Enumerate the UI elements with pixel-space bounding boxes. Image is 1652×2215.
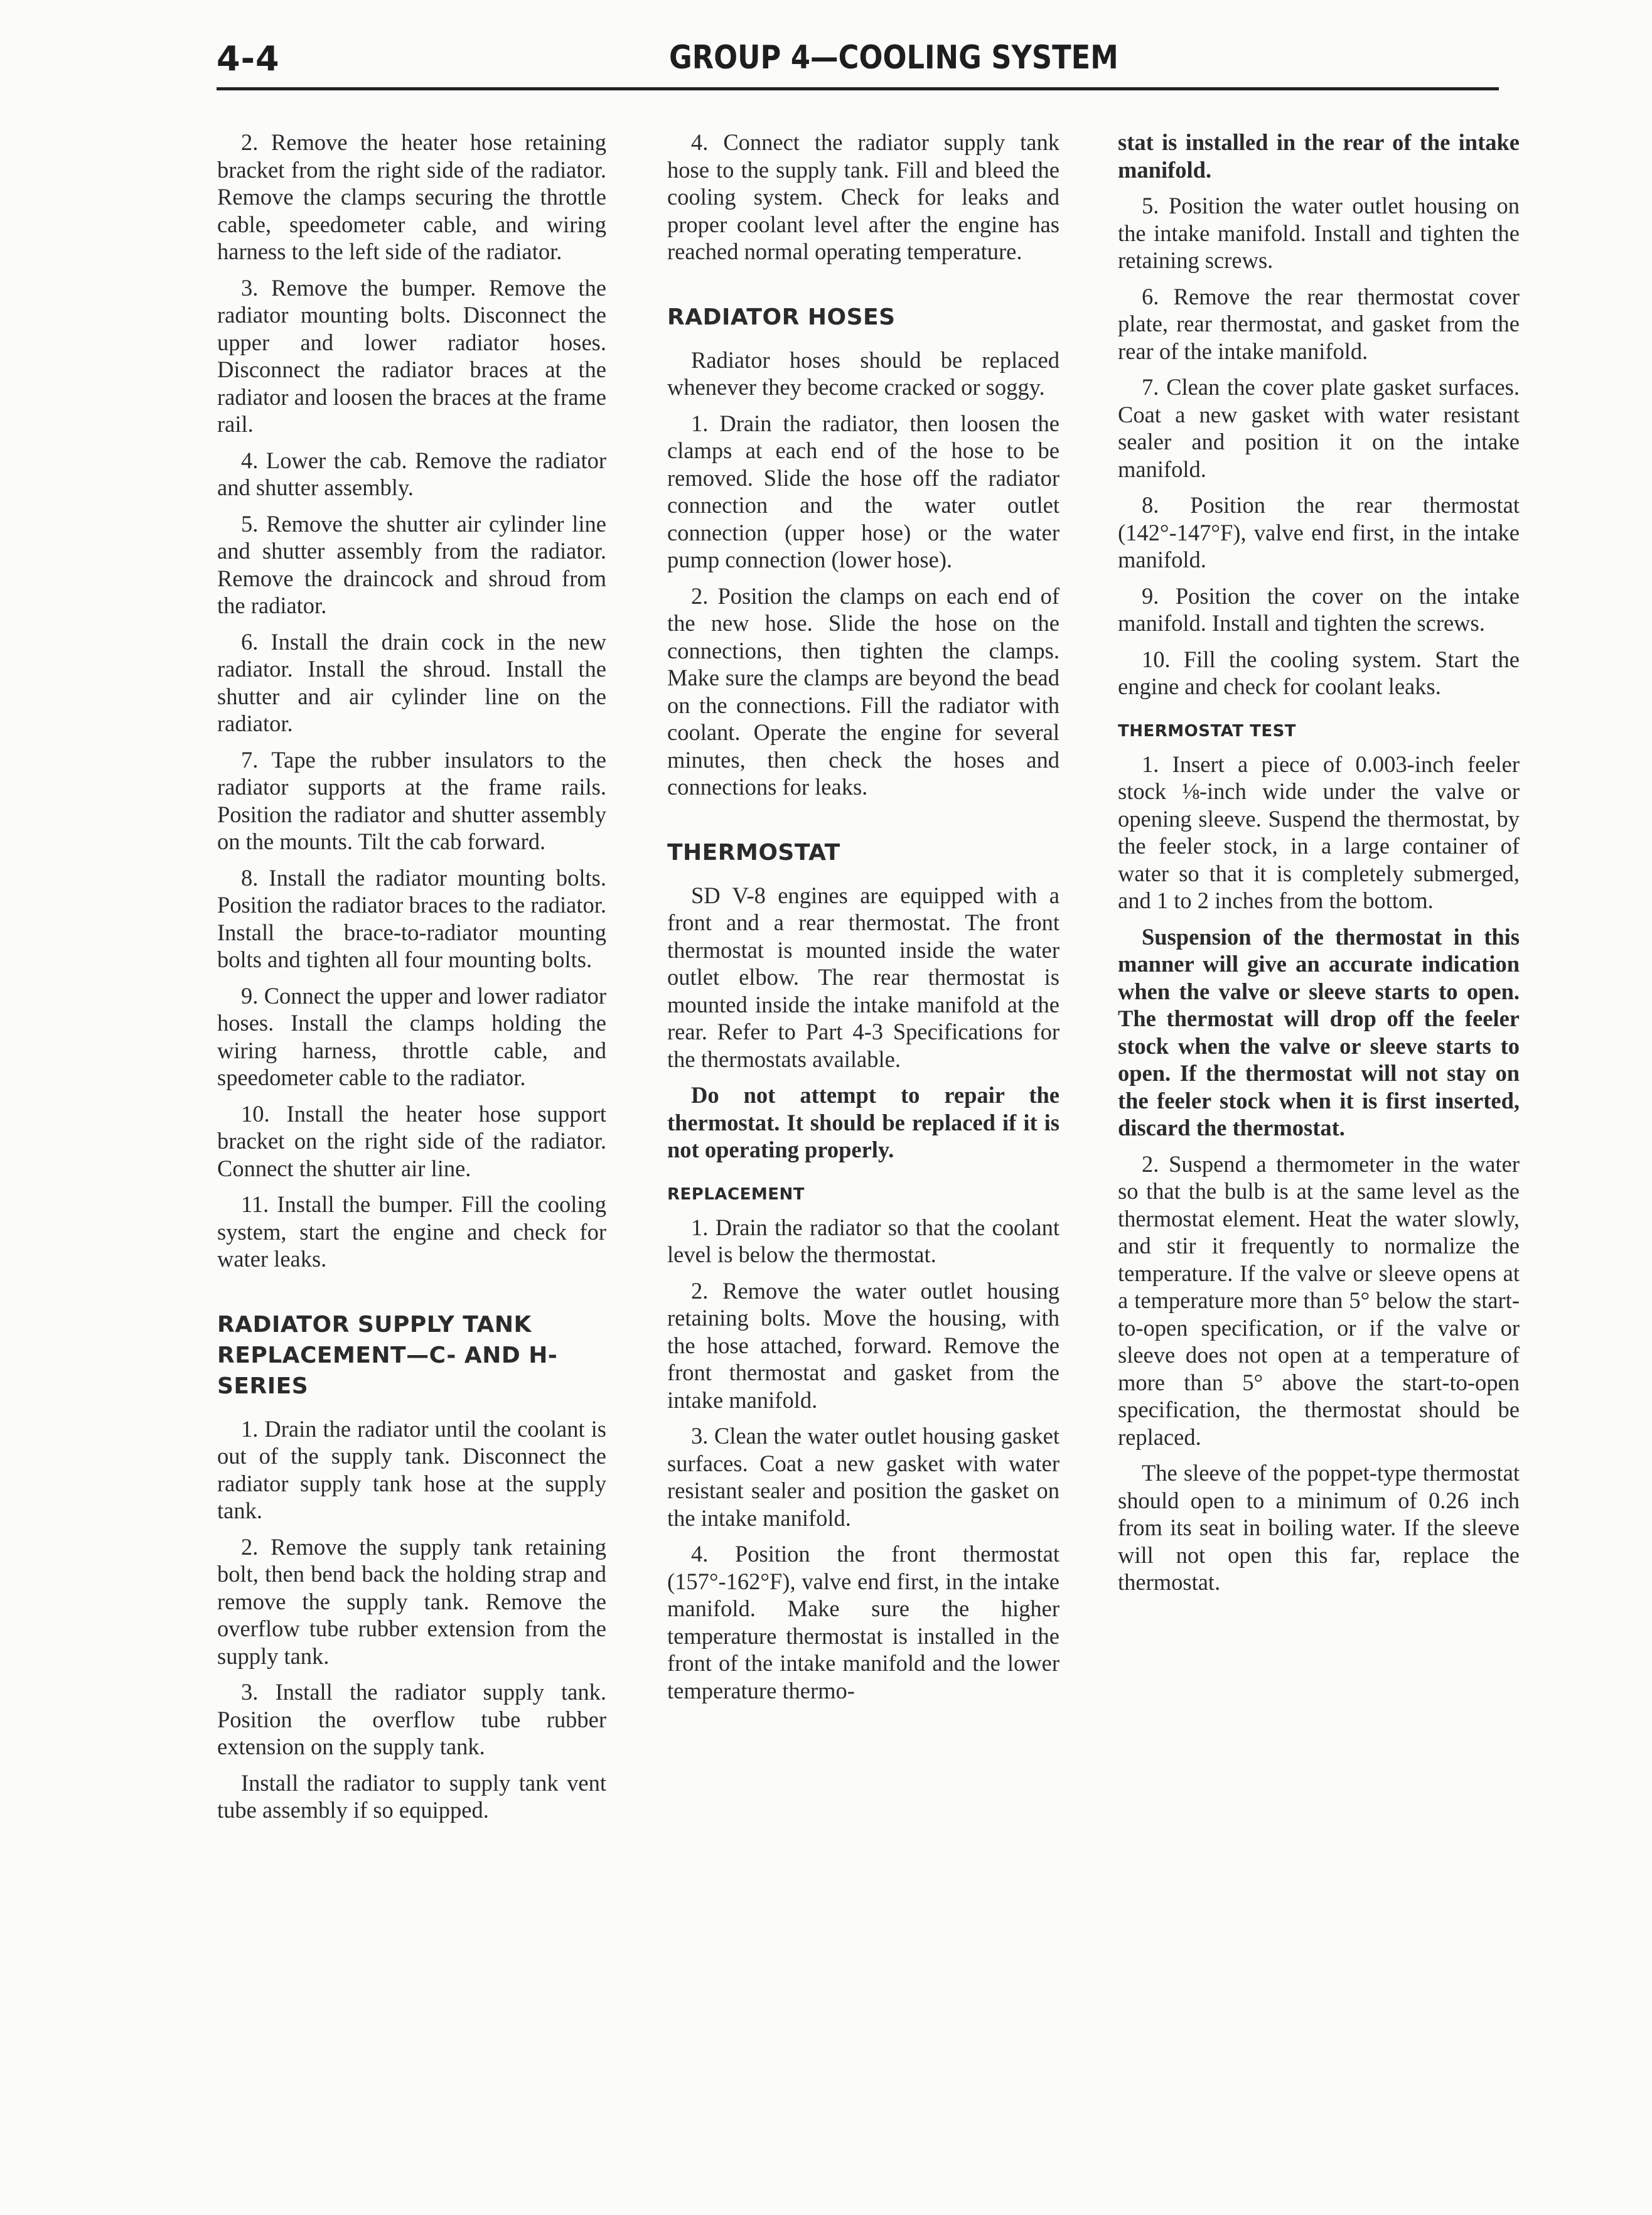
continued-paragraph: stat is installed in the rear of the intake manifold. (1118, 129, 1520, 183)
step-paragraph: 1. Drain the radiator so that the coolant level is below the thermostat. (667, 1214, 1059, 1267)
step-paragraph: 10. Install the heater hose support bracket on the right side of the radiator. Connect the shutter air line. (217, 1100, 606, 1181)
step-paragraph: 1. Drain the radiator until the coolant is out of the supply tank. Disconnect the radiator supply tank hose at the supply tank. (217, 1415, 606, 1523)
step-paragraph: 1. Insert a piece of 0.003-inch feeler stock ⅛-inch wide under the valve or opening sleeve. Suspend the thermostat, by the feeler stock, in a large container of water so that it is completely submerged, and 1 to 2 inches from the bottom. (1118, 751, 1520, 913)
step-paragraph: 11. Install the bumper. Fill the cooling system, start the engine and check for water leaks. (217, 1191, 606, 1272)
column-right (1118, 129, 1520, 1605)
warning-paragraph: Suspension of the thermostat in this manner will give an accurate indication when the valve or sleeve starts to open. The thermostat will drop off the feeler stock when the valve or sleeve starts to open. If the thermostat will not stay on the feeler stock when it is first inserted, discard the thermostat. (1118, 923, 1520, 1140)
step-paragraph: 7. Clean the cover plate gasket surfaces. Coat a new gasket with water resistant sealer and position it on the intake manifold. (1118, 374, 1520, 482)
step-paragraph: 2. Remove the supply tank retaining bolt, then bend back the holding strap and remove the supply tank. Remove the overflow tube rubber extension from the supply tank. (217, 1533, 606, 1669)
step-paragraph: 8. Install the radiator mounting bolts. Position the radiator braces to the radiator. Install the brace-to-radiator mounting bolts and tighten all four mounting bolts. (217, 864, 606, 972)
intro-paragraph: Radiator hoses should be replaced whenever they become cracked or soggy. (667, 346, 1059, 400)
header-rule (217, 87, 1499, 90)
note-paragraph: The sleeve of the poppet-type thermostat should open to a minimum of 0.26 inch from its seat in boiling water. If the sleeve will not open this far, replace the thermostat. (1118, 1460, 1520, 1595)
step-paragraph: 3. Clean the water outlet housing gasket surfaces. Coat a new gasket with water resistant sealer and position the gasket on the intake manifold. (667, 1423, 1059, 1531)
intro-paragraph: SD V-8 engines are equipped with a front and a rear thermostat. The front thermostat is mounted inside the water outlet elbow. The rear thermostat is mounted inside the intake manifold at the rear. Refer to Part 4-3 Specifications for the thermostats available. (667, 882, 1059, 1072)
step-paragraph: 6. Remove the rear thermostat cover plate, rear thermostat, and gasket from the rear of the intake manifold. (1118, 283, 1520, 364)
step-paragraph: 2. Position the clamps on each end of the new hose. Slide the hose on the connections, then tighten the clamps. Make sure the clamps are beyond the bead on the connections. Fill the radiator with coolant. Operate the engine for several minutes, then check the hoses and connections for leaks. (667, 582, 1059, 800)
page-number: 4-4 (217, 39, 280, 78)
step-paragraph: 4. Connect the radiator supply tank hose to the supply tank. Fill and bleed the cooling system. Check for leaks and proper coolant level after the engine has reached normal operating temperature. (667, 129, 1059, 264)
section-heading-radiator-hoses: RADIATOR HOSES (667, 304, 896, 330)
step-paragraph: 9. Position the cover on the intake manifold. Install and tighten the screws. (1118, 582, 1520, 636)
step-paragraph: 3. Remove the bumper. Remove the radiator mounting bolts. Disconnect the upper and lower radiator hoses. Disconnect the radiator braces at the radiator and loosen the braces at the frame rail. (217, 274, 606, 437)
section-heading-thermostat: THERMOSTAT (667, 839, 840, 866)
column-left (217, 129, 606, 1833)
step-paragraph: 1. Drain the radiator, then loosen the clamps at each end of the hose to be removed. Slide the hose off the radiator connection and the water outlet connection (upper hose) or the water pump connection (lower hose). (667, 410, 1059, 572)
step-paragraph: 3. Install the radiator supply tank. Position the overflow tube rubber extension on the supply tank. (217, 1679, 606, 1759)
step-paragraph: 2. Remove the water outlet housing retaining bolts. Move the housing, with the hose attached, forward. Remove the front thermostat and gasket from the intake manifold. (667, 1277, 1059, 1413)
subheading-thermostat-test: THERMOSTAT TEST (1118, 721, 1297, 741)
step-paragraph: 9. Connect the upper and lower radiator hoses. Install the clamps holding the wiring harness, throttle cable, and speedometer cable to the radiator. (217, 982, 606, 1090)
step-paragraph: 2. Remove the heater hose retaining bracket from the right side of the radiator. Remove the clamps securing the throttle cable, speedometer cable, and wiring harness to the left side of the radiator. (217, 129, 606, 264)
step-paragraph: 5. Position the water outlet housing on the intake manifold. Install and tighten the retaining screws. (1118, 193, 1520, 273)
step-paragraph: 7. Tape the rubber insulators to the radiator supports at the frame rails. Position the radiator and shutter assembly on the mounts. Tilt the cab forward. (217, 746, 606, 854)
note-paragraph: Install the radiator to supply tank vent tube assembly if so equipped. (217, 1769, 606, 1823)
step-paragraph: 2. Suspend a thermometer in the water so that the bulb is at the same level as the thermostat element. Heat the water slowly, and stir it frequently to normalize the temperature. If the valve or sleeve opens at a temperature more than 5° below the start-to-open specification, or if the valve or sleeve does not open at a temperature of more than 5° above the start-to-open specification, the thermostat should be replaced. (1118, 1150, 1520, 1450)
step-paragraph: 5. Remove the shutter air cylinder line and shutter assembly from the radiator. Remove the draincock and shroud from the radiator. (217, 510, 606, 618)
warning-paragraph: Do not attempt to repair the thermostat. It should be replaced if it is not operating properly. (667, 1082, 1059, 1162)
running-head: GROUP 4—COOLING SYSTEM (669, 39, 1118, 77)
step-paragraph: 8. Position the rear thermostat (142°-147°F), valve end first, in the intake manifold. (1118, 492, 1520, 572)
section-heading-supply-tank: RADIATOR SUPPLY TANK REPLACEMENT—C- AND H-SERIES (217, 1311, 558, 1399)
step-paragraph: 4. Position the front thermostat (157°-162°F), valve end first, in the intake manifold. Make sure the higher temperature thermostat is installed in the front of the intake manifold and the lower temperature thermo- (667, 1541, 1059, 1703)
step-paragraph: 6. Install the drain cock in the new radiator. Install the shroud. Install the shutter and air cylinder line on the radiator. (217, 628, 606, 736)
column-middle (667, 129, 1059, 1713)
step-paragraph: 4. Lower the cab. Remove the radiator and shutter assembly. (217, 447, 606, 500)
subheading-replacement: REPLACEMENT (667, 1184, 805, 1204)
step-paragraph: 10. Fill the cooling system. Start the engine and check for coolant leaks. (1118, 646, 1520, 699)
